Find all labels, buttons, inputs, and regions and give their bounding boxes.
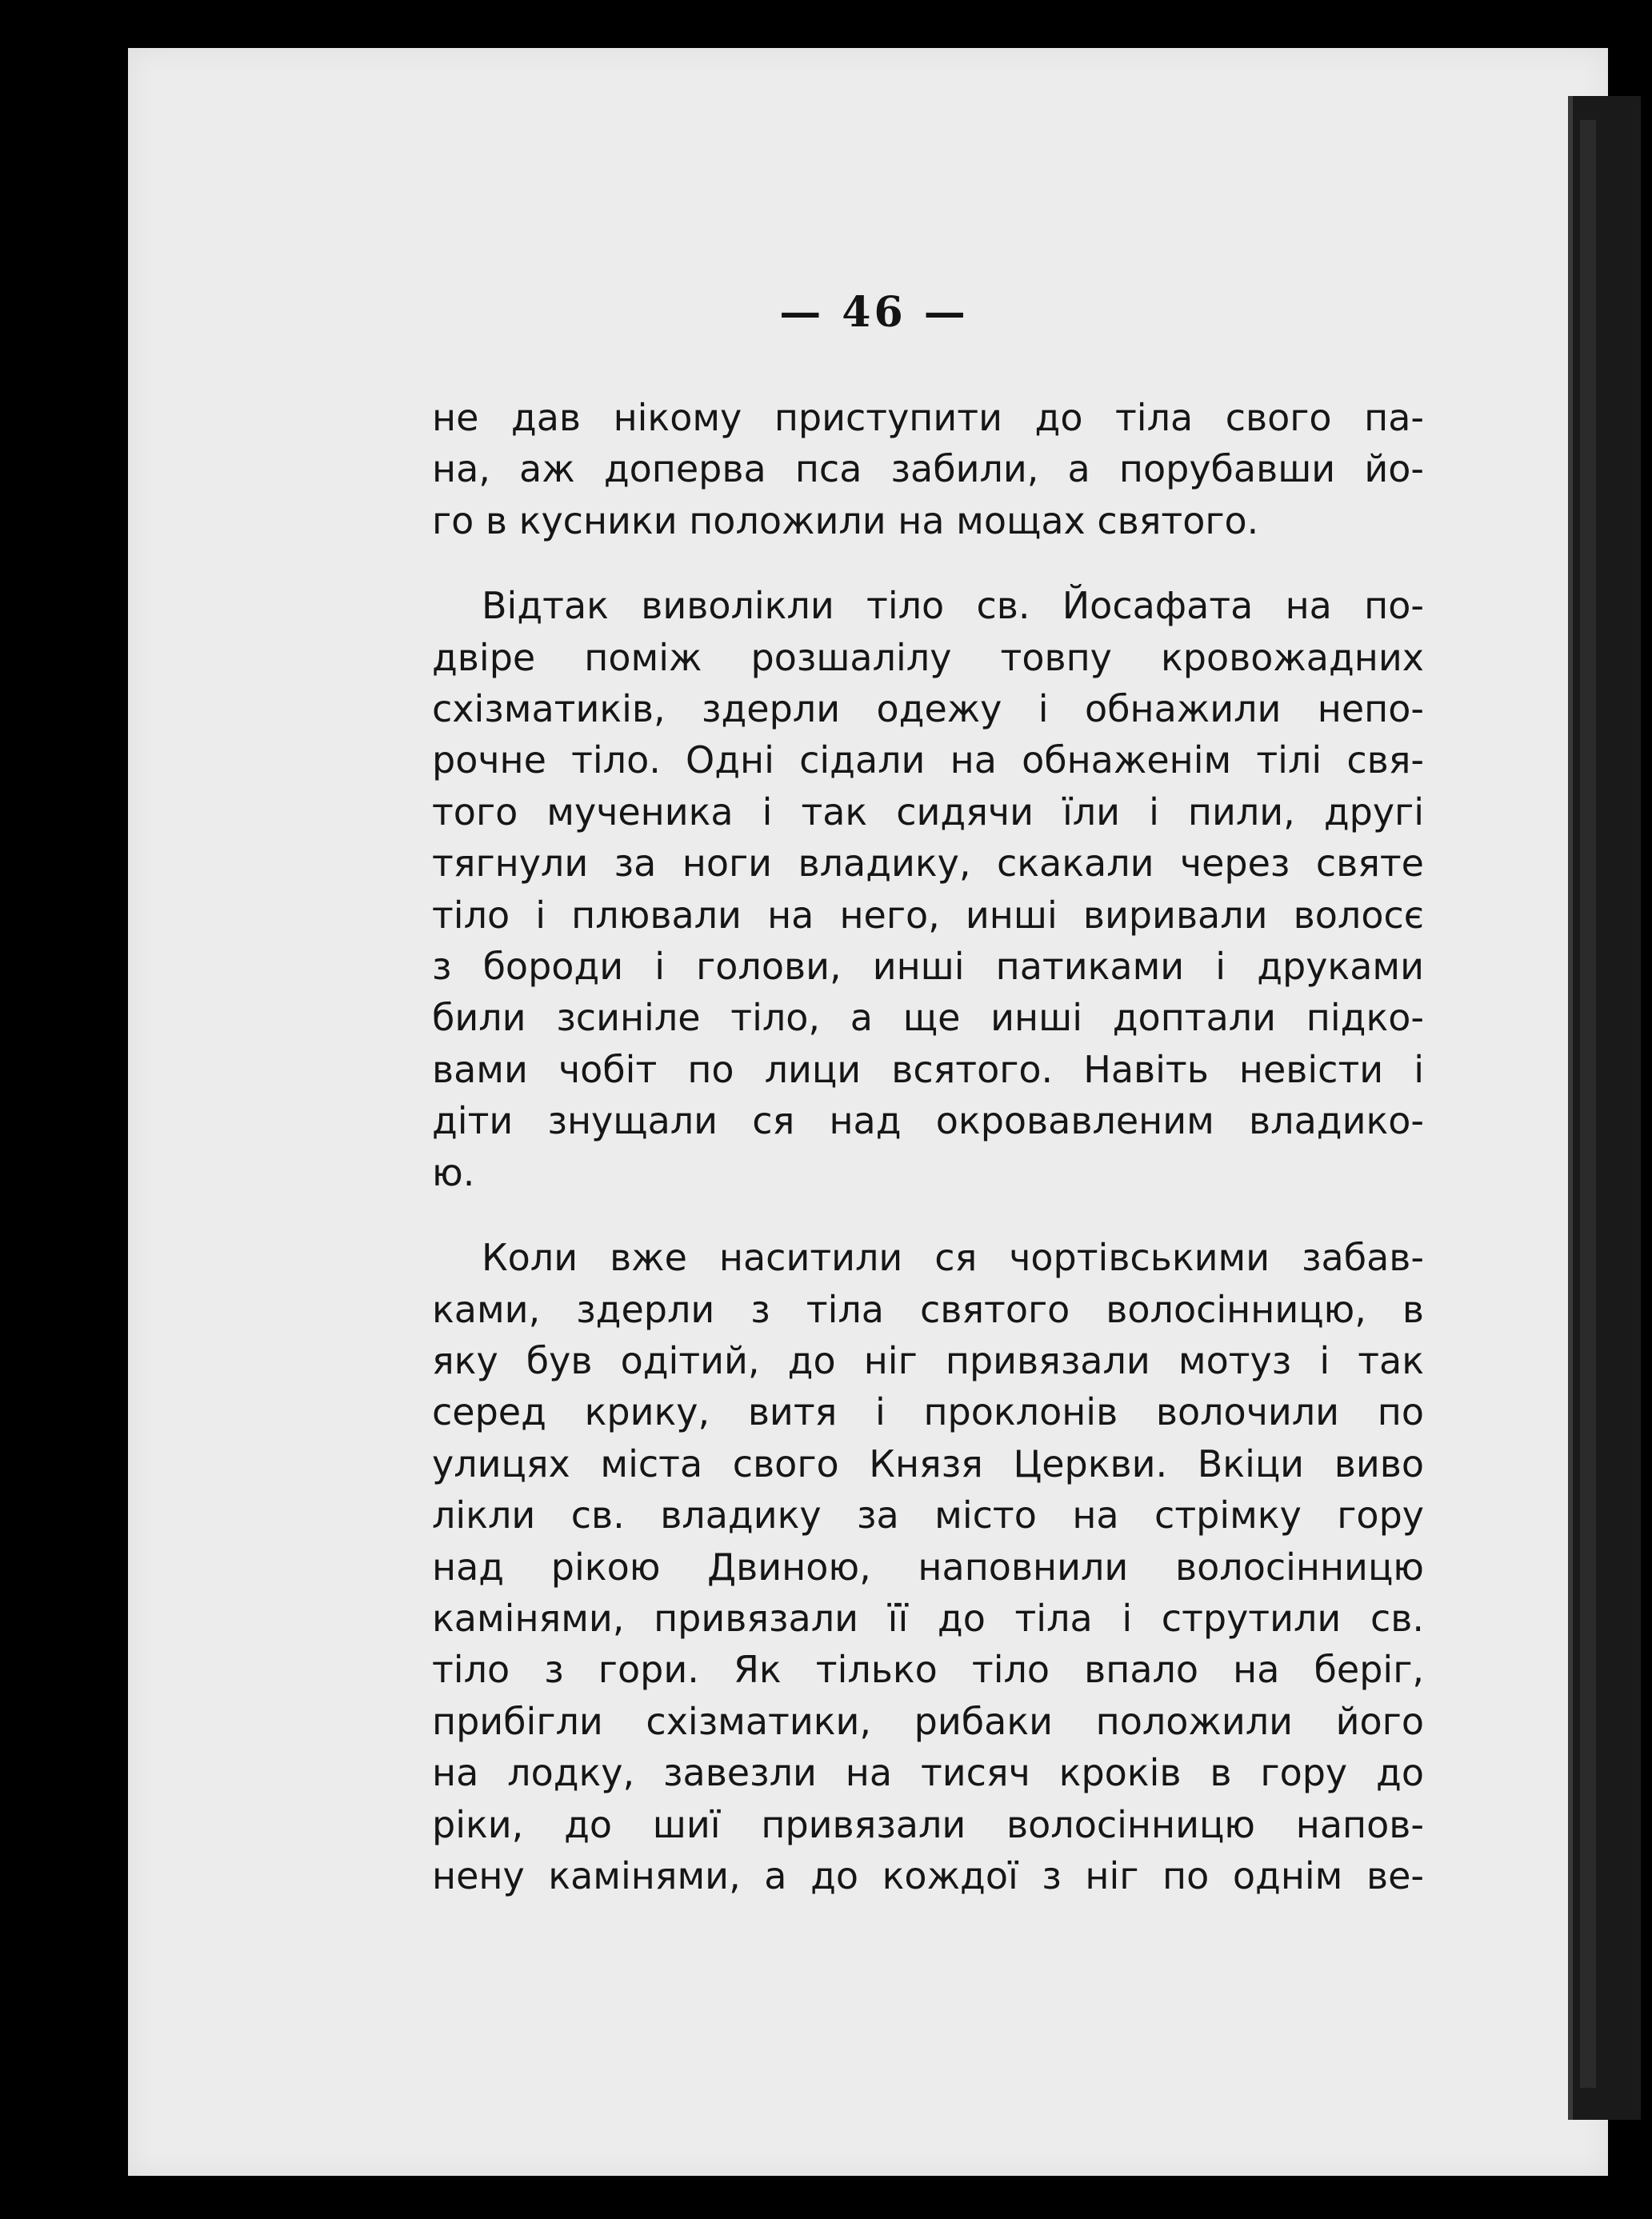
book-spine-shadow [1580,120,1596,2088]
text-line: камінями, привязали її до тіла і струтили св. [432,1596,1424,1640]
text-line: двіре поміж розшалілу товпу кровожадних [432,635,1424,679]
text-line: яку був одітий, до ніг привязали мотуз і так [432,1338,1424,1382]
text-line: Відтак виволікли тіло св. Йосафата на по- [482,584,1424,628]
text-line: тіло з гори. Як тілько тіло впало на беріг, [432,1648,1424,1692]
text-line: прибігли схізматики, рибаки положили його [432,1699,1424,1743]
body-text [432,392,1424,1901]
paragraph-3 [432,1232,1424,1901]
page-number: — 46 — [779,288,969,337]
text-line: вами чобіт по лици всятого. Навіть невісти і [432,1047,1424,1091]
book-spine-edge [1568,96,1641,2120]
text-line: го в кусники положили на мощах святого. [432,498,1259,542]
text-line: били зсиніле тіло, а ще инші доптали підко- [432,996,1424,1040]
text-line: ю. [432,1150,475,1194]
text-line: ками, здерли з тіла святого волосінницю, в [432,1287,1424,1331]
text-line: рочне тіло. Одні сідали на обнаженім тілі свя- [432,738,1424,782]
text-line: тягнули за ноги владику, скакали через святе [432,842,1424,886]
text-line: на лодку, завезли на тисяч кроків в гору до [432,1751,1424,1795]
text-line: лікли св. владику за місто на стрімку гору [432,1493,1424,1537]
text-line: схізматиків, здерли одежу і обнажили непо- [432,687,1424,731]
paragraph-2 [432,580,1424,1198]
text-line: з бороди і голови, инші патиками і друками [432,945,1424,989]
paragraph-1 [432,392,1424,546]
text-line: нену камінями, а до кождої з ніг по однім ве- [432,1853,1424,1897]
text-line: того мученика і так сидячи їли і пили, другі [432,790,1424,834]
text-line: не дав нікому приступити до тіла свого па- [432,396,1424,439]
text-line: Коли вже наситили ся чортівськими забав- [482,1236,1424,1280]
text-line: тіло і плювали на него, инші виривали волосє [432,893,1424,937]
text-line: улицях міста свого Князя Церкви. Вкіци виво [432,1441,1424,1485]
text-line: на, аж доперва пса забили, а порубавши йо- [432,447,1424,491]
text-line: діти знущали ся над окровавленим владико- [432,1099,1424,1143]
text-line: серед крику, витя і проклонів волочили по [432,1390,1424,1434]
text-line: ріки, до шиї привязали волосінницю напов- [432,1802,1424,1846]
text-line: над рікою Двиною, наповнили волосінницю [432,1545,1424,1589]
